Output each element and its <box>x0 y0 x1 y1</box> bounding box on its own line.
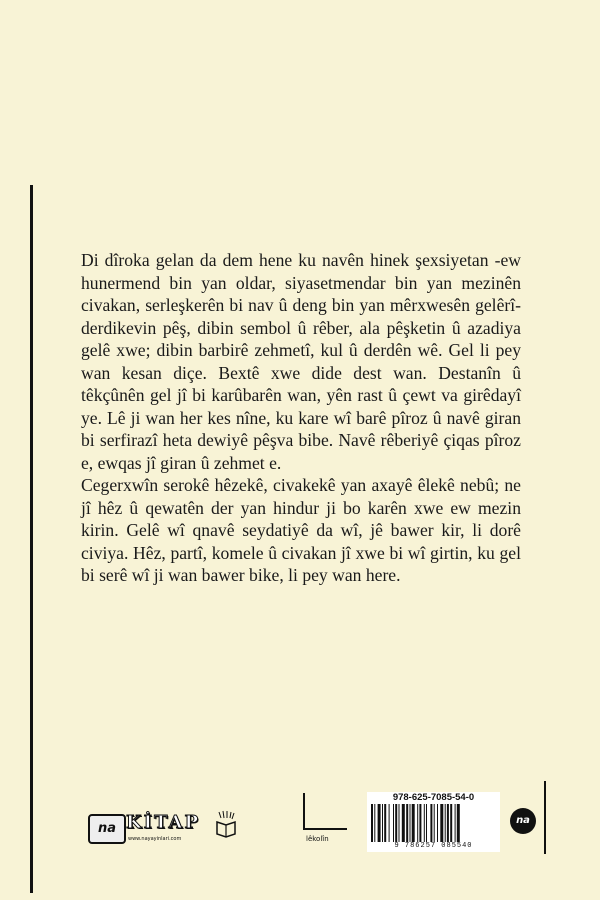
designer-credit: lêkolîn <box>306 835 329 843</box>
barcode-bar <box>378 804 381 842</box>
barcode-bar <box>393 804 394 842</box>
publisher-badge: na <box>510 808 536 834</box>
publisher-logo <box>88 808 238 848</box>
barcode-bar <box>417 804 418 842</box>
barcode-bar <box>457 804 460 842</box>
blurb-paragraph-1: Di dîroka gelan da dem hene ku navên hinek şexsiyetan -ew hunermend bin yan oldar, siyasetmendar bin yan mezinên civakan, serleşkerên bi nav û deng bin yan mêrxwesên gelêrî- derdikevin pêş, dibin sembol û rêber, ala pêşketin û azadiya gelê xwe; dibin barbirê zehmetî, kul û derdên wê. Gel li pey wan kesan diçe. Bextê xwe dide dest wan. Destanîn û têkçûnên gel jî bi karûbarên wan, yên rast û çewt va girêdayî ye. Lê ji wan her kes nîne, ku kare wî barê pîroz û navê giran bi serfirazî heta dewiyê pêşva bibe. Navê rêberiyê çiqas pîroz e, ewqas jî giran û zehmet e. <box>81 250 521 473</box>
barcode-bar <box>437 804 438 842</box>
barcode-bar <box>455 804 456 842</box>
barcode-bar <box>382 804 383 842</box>
isbn-number: 978-625-7085-54-0 <box>392 792 475 803</box>
barcode-bar <box>440 804 443 842</box>
barcode-bar <box>371 804 373 842</box>
barcode-bar <box>426 804 427 842</box>
barcode-bar <box>395 804 397 842</box>
barcode-bar <box>450 804 452 842</box>
barcode-bar <box>384 804 386 842</box>
left-vertical-rule <box>30 185 33 893</box>
barcode-digits: 9 786257 085540 <box>394 842 473 850</box>
barcode-bar <box>445 804 446 842</box>
publisher-url: www.nayayinlari.com <box>128 836 182 842</box>
barcode-bar <box>419 804 421 842</box>
blurb-text <box>81 249 521 587</box>
barcode-bar <box>374 804 375 842</box>
blurb-paragraph-2: Cegerxwîn serokê hêzekê, civakekê yan axayê êlekê nebû; ne jî hêz û qewatên der yan hindur ji bo karên xwe ew mezin kirin. Gelê wî qnavê seydatiyê da wî, jê bawer kir, li dorê civiya. Hêz, partî, komele û civakan jî xwe bi wî girtin, ku gel bi serê wî ji wan bawer bike, li pey wan here. <box>81 475 521 585</box>
barcode-bar <box>447 804 449 842</box>
publisher-name: KİTAP <box>126 812 200 833</box>
barcode-bar <box>410 804 411 842</box>
barcode-bar <box>430 804 432 842</box>
barcode-bar <box>412 804 415 842</box>
publisher-mark: na <box>88 814 126 844</box>
isbn-barcode-block <box>367 792 500 852</box>
barcode-bar <box>434 804 435 842</box>
barcode-bar <box>389 804 390 842</box>
right-vertical-rule <box>544 781 546 854</box>
barcode <box>370 804 497 842</box>
barcode-bar <box>399 804 400 842</box>
barcode-bar <box>406 804 408 842</box>
credit-frame-horizontal <box>303 828 347 830</box>
barcode-bar <box>424 804 425 842</box>
barcode-bar <box>402 804 405 842</box>
credit-frame-vertical <box>303 793 305 829</box>
book-icon <box>215 810 237 838</box>
